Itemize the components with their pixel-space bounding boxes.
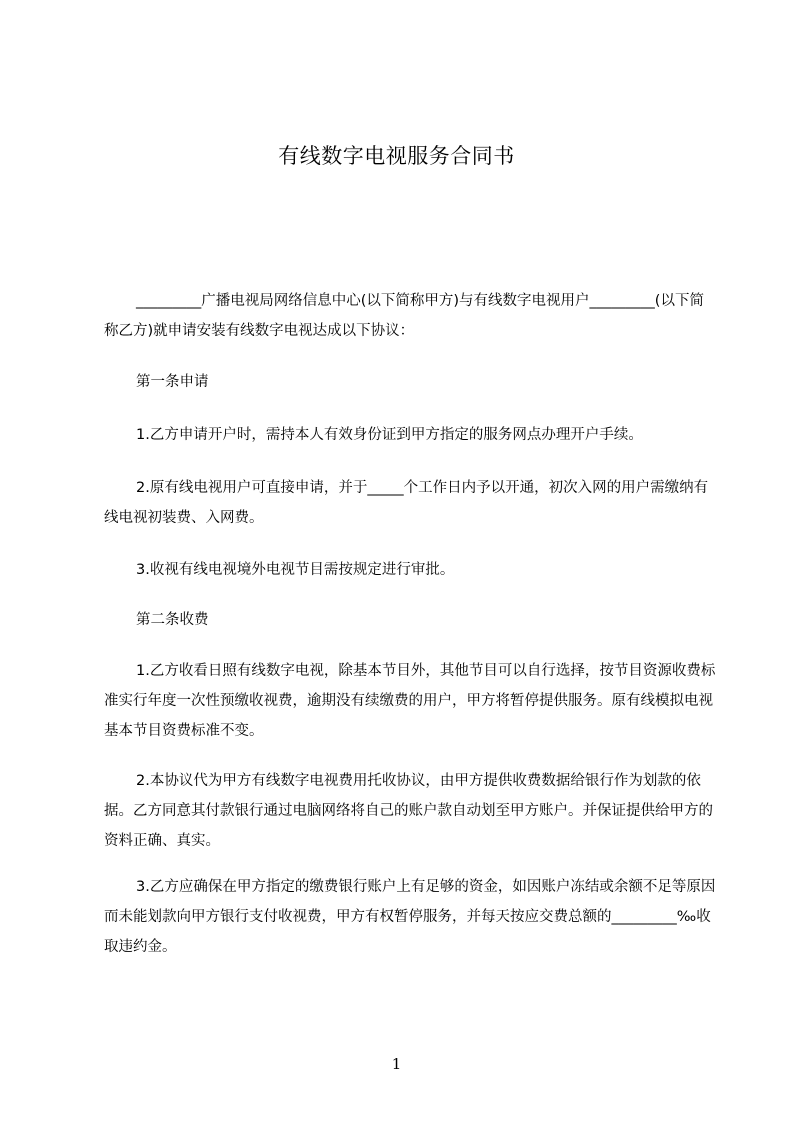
section-2-heading: 第二条收费: [136, 612, 209, 628]
document-title: 有线数字电视服务合同书: [278, 144, 515, 168]
section-2-item-1: 1.乙方收看日照有线数字电视，除基本节目外，其他节目可以自行选择，按节目资源收费标准实行年度一次性预缴收视费，逾期没有续缴费的用户，甲方将暂停提供服务。原有线模拟电视基本节目资费标准不变。: [104, 663, 716, 739]
intro-paragraph: _________广播电视局网络信息中心(以下简称甲方)与有线数字电视用户_________(以下简称乙方)就申请安装有线数字电视达成以下协议：: [104, 293, 704, 339]
section-1-item-2: 2.原有线电视用户可直接申请，并于_____个工作日内予以开通，初次入网的用户需缴纳有线电视初装费、入网费。: [104, 480, 709, 526]
section-1-item-1: 1.乙方申请开户时，需持本人有效身份证到甲方指定的服务网点办理开户手续。: [136, 427, 643, 443]
section-1-heading: 第一条申请: [136, 374, 209, 390]
section-2-item-3: 3.乙方应确保在甲方指定的缴费银行账户上有足够的资金，如因账户冻结或余额不足等原因而未能划款向甲方银行支付收视费，甲方有权暂停服务，并每天按应交费总额的_________‰收取违约金。: [104, 879, 716, 955]
page-number: 1: [391, 1055, 402, 1073]
section-2-item-2: 2.本协议代为甲方有线数字电视费用托收协议，由甲方提供收费数据给银行作为划款的依据。乙方同意其付款银行通过电脑网络将自己的账户款自动划至甲方账户。并保证提供给甲方的资料正确、真实。: [104, 773, 713, 849]
section-1-item-3: 3.收视有线电视境外电视节目需按规定进行审批。: [136, 562, 455, 578]
